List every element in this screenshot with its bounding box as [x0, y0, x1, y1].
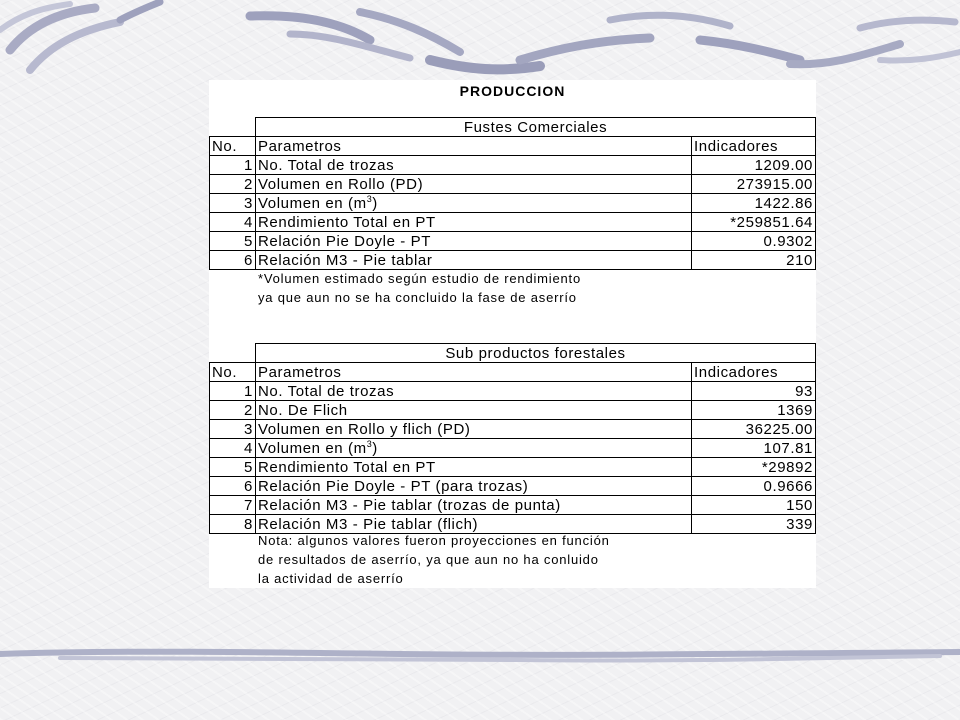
column-header-parametros: Parametros [256, 137, 692, 156]
row-number: 1 [210, 382, 256, 401]
footnote-line: de resultados de aserrío, ya que aun no ha conluido [258, 552, 599, 567]
page-title: PRODUCCION [459, 83, 566, 99]
row-parameter: Volumen en Rollo (PD) [256, 175, 692, 194]
row-value: 107.81 [692, 439, 816, 458]
footnote-line: la actividad de aserrío [258, 571, 404, 586]
row-value: 1369 [692, 401, 816, 420]
row-parameter: Relación M3 - Pie tablar (trozas de punta) [256, 496, 692, 515]
row-number: 5 [210, 232, 256, 251]
table-row [210, 382, 816, 401]
table-row [210, 251, 816, 270]
footnote-line: *Volumen estimado según estudio de rendimiento [258, 271, 581, 286]
row-value: 339 [692, 515, 816, 534]
table-row [210, 156, 816, 175]
row-parameter-end: ) [372, 439, 378, 457]
blank-cell [210, 344, 256, 363]
sub-productos-table [209, 343, 816, 534]
row-parameter: Rendimiento Total en PT [256, 213, 692, 232]
row-number: 6 [210, 477, 256, 496]
row-number: 4 [210, 439, 256, 458]
table-row [210, 232, 816, 251]
footnote-fustes [258, 269, 581, 307]
table-row [210, 175, 816, 194]
row-number: 6 [210, 251, 256, 270]
row-value: 1422.86 [692, 194, 816, 213]
column-header-row [210, 363, 816, 382]
row-parameter: No. De Flich [256, 401, 692, 420]
superscript: 3 [366, 193, 373, 204]
row-value: 210 [692, 251, 816, 270]
row-value: 93 [692, 382, 816, 401]
superscript: 3 [366, 438, 373, 449]
row-number: 2 [210, 175, 256, 194]
row-number: 3 [210, 420, 256, 439]
row-value: *29892 [692, 458, 816, 477]
table-row [210, 420, 816, 439]
column-header-indicadores: Indicadores [692, 137, 816, 156]
row-value: 150 [692, 496, 816, 515]
row-parameter: No. Total de trozas [256, 156, 692, 175]
row-number: 1 [210, 156, 256, 175]
row-parameter: Rendimiento Total en PT [256, 458, 692, 477]
row-number: 2 [210, 401, 256, 420]
row-parameter-text: Volumen en (m [258, 439, 367, 457]
row-number: 3 [210, 194, 256, 213]
table-heading: Fustes Comerciales [256, 118, 816, 137]
row-number: 4 [210, 213, 256, 232]
row-parameter [256, 439, 692, 458]
table-heading: Sub productos forestales [256, 344, 816, 363]
row-value: 0.9302 [692, 232, 816, 251]
table-row [210, 439, 816, 458]
table-row [210, 458, 816, 477]
footnote-line: ya que aun no se ha concluido la fase de aserrío [258, 290, 577, 305]
row-parameter-text: Volumen en (m [258, 194, 367, 212]
table-row [210, 496, 816, 515]
fustes-comerciales-table [209, 117, 816, 270]
column-header-no: No. [210, 363, 256, 382]
table-row [210, 401, 816, 420]
row-parameter: Relación Pie Doyle - PT [256, 232, 692, 251]
column-header-row [210, 137, 816, 156]
row-parameter-end: ) [372, 194, 378, 212]
row-number: 7 [210, 496, 256, 515]
blank-cell [210, 118, 256, 137]
row-value: 1209.00 [692, 156, 816, 175]
row-parameter: Volumen en Rollo y flich (PD) [256, 420, 692, 439]
row-value: 0.9666 [692, 477, 816, 496]
table-heading-row [210, 344, 816, 363]
row-number: 8 [210, 515, 256, 534]
footnote-line: Nota: algunos valores fueron proyecciones en función [258, 533, 610, 548]
row-parameter: No. Total de trozas [256, 382, 692, 401]
row-number: 5 [210, 458, 256, 477]
decorative-brush-strokes-bottom [0, 640, 960, 680]
table-heading-row [210, 118, 816, 137]
row-parameter: Relación Pie Doyle - PT (para trozas) [256, 477, 692, 496]
table-row [210, 213, 816, 232]
spreadsheet-area [209, 80, 816, 588]
column-header-parametros: Parametros [256, 363, 692, 382]
row-parameter: Relación M3 - Pie tablar [256, 251, 692, 270]
table-row [210, 194, 816, 213]
row-parameter [256, 194, 692, 213]
row-parameter: Relación M3 - Pie tablar (flich) [256, 515, 692, 534]
table-row [210, 477, 816, 496]
decorative-brush-strokes-top [0, 0, 960, 80]
column-header-indicadores: Indicadores [692, 363, 816, 382]
footnote-subproductos [258, 531, 610, 588]
row-value: 36225.00 [692, 420, 816, 439]
row-value: 273915.00 [692, 175, 816, 194]
column-header-no: No. [210, 137, 256, 156]
row-value: *259851.64 [692, 213, 816, 232]
